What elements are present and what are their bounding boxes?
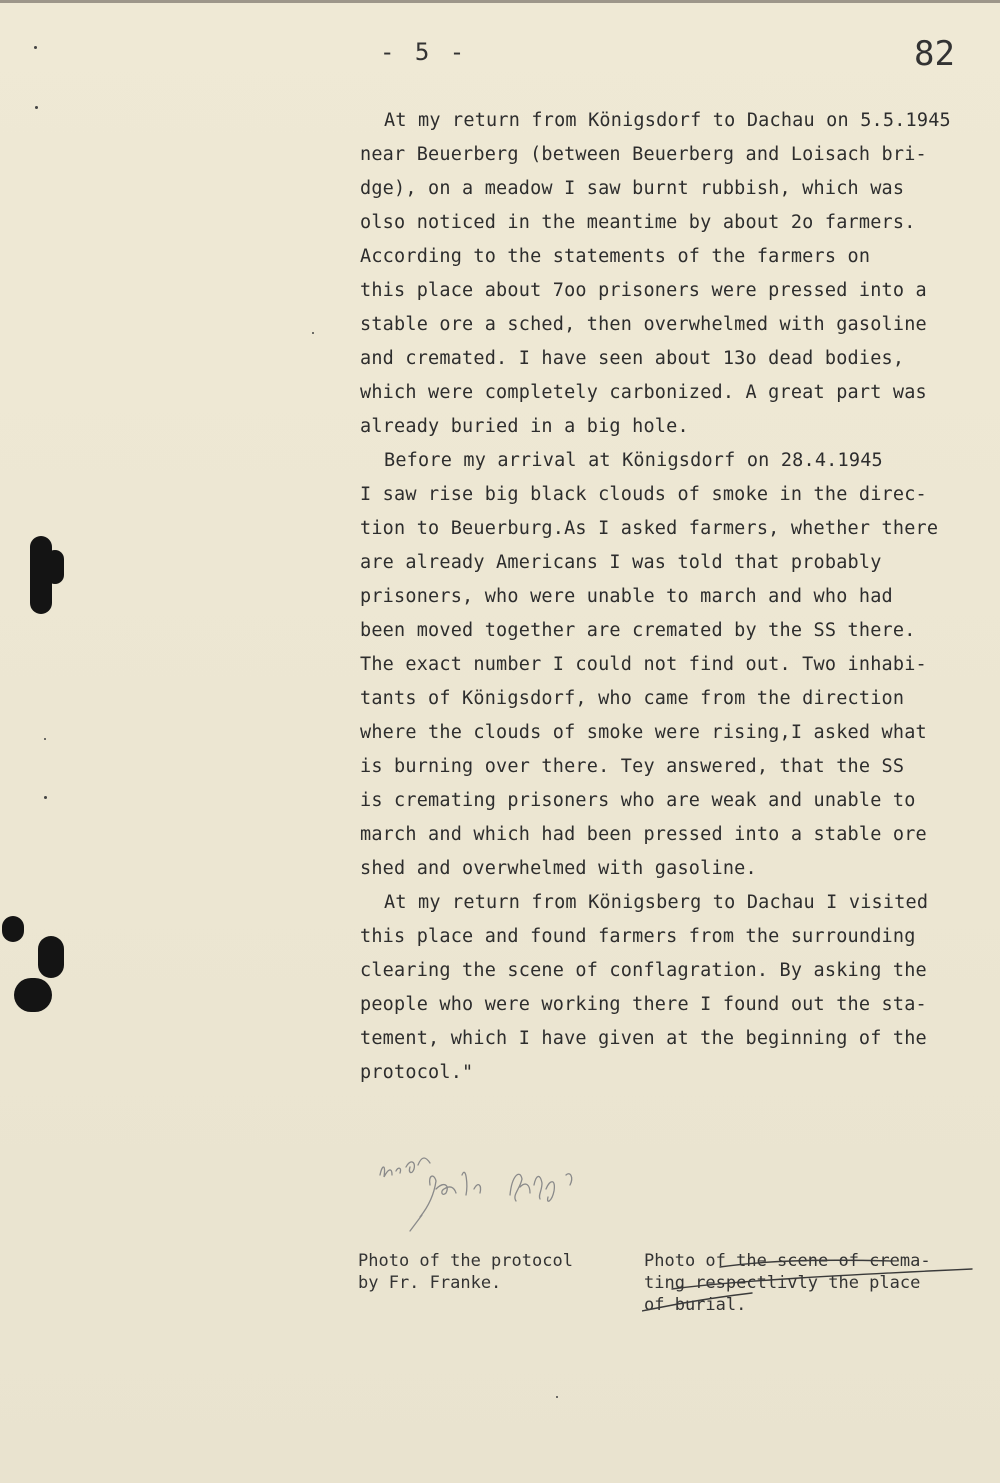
text-line: already buried in a big hole. xyxy=(360,416,689,437)
page-number: - 5 - xyxy=(380,38,468,66)
text-line: prisoners, who were unable to march and who had xyxy=(360,586,893,607)
text-line: At my return from Königsdorf to Dachau on 5.5.1945 xyxy=(384,110,951,131)
text-line: and cremated. I have seen about 13o dead bodies, xyxy=(360,348,905,369)
text-line: clearing the scene of conflagration. By asking the xyxy=(360,960,927,981)
text-line: According to the statements of the farmers on xyxy=(360,246,871,267)
text-line: shed and overwhelmed with gasoline. xyxy=(360,858,757,879)
text-line: this place and found farmers from the surrounding xyxy=(360,926,916,947)
text-line: where the clouds of smoke were rising,I asked what xyxy=(360,722,927,743)
caption-line: Photo of the protocol xyxy=(358,1251,573,1271)
handwritten-signature xyxy=(370,1145,600,1235)
text-line: The exact number I could not find out. Two inhabi- xyxy=(360,654,927,675)
text-line: olso noticed in the meantime by about 2o farmers. xyxy=(360,212,916,233)
text-line: At my return from Königsberg to Dachau I visited xyxy=(384,892,929,913)
binder-hole-mark-dot xyxy=(2,916,24,942)
text-line: protocol." xyxy=(360,1062,474,1083)
text-line: tants of Königsdorf, who came from the direction xyxy=(360,688,905,709)
margin-speck xyxy=(44,796,47,799)
text-line: march and which had been pressed into a stable ore xyxy=(360,824,927,845)
caption-line: of burial. xyxy=(644,1295,747,1315)
binder-hole-mark-middle xyxy=(38,936,64,978)
handwritten-strikethrough xyxy=(642,1255,982,1315)
binder-hole-mark-upper-nub xyxy=(46,550,64,584)
text-line: are already Americans I was told that probably xyxy=(360,552,882,573)
text-line: dge), on a meadow I saw burnt rubbish, which was xyxy=(360,178,905,199)
text-line: tement, which I have given at the beginning of the xyxy=(360,1028,927,1049)
binder-hole-mark-lower xyxy=(14,978,52,1012)
body-text xyxy=(360,104,1000,1090)
margin-speck xyxy=(312,332,314,334)
text-line: I saw rise big black clouds of smoke in the direc- xyxy=(360,484,927,505)
text-line: been moved together are cremated by the SS there. xyxy=(360,620,916,641)
text-line: is burning over there. Tey answered, that the SS xyxy=(360,756,905,777)
caption-line: Photo of the scene of crema- xyxy=(644,1251,931,1271)
caption-protocol-photo xyxy=(358,1250,573,1294)
text-line: people who were working there I found out the sta- xyxy=(360,994,927,1015)
text-line: tion to Beuerburg.As I asked farmers, whether there xyxy=(360,518,939,539)
text-line: stable ore a sched, then overwhelmed with gasoline xyxy=(360,314,927,335)
bottom-speck xyxy=(556,1396,558,1398)
caption-line: by Fr. Franke. xyxy=(358,1273,502,1293)
top-edge-rule xyxy=(0,0,1000,3)
folio-number: 82 xyxy=(914,34,955,74)
margin-speck xyxy=(34,46,37,49)
text-line: is cremating prisoners who are weak and unable to xyxy=(360,790,916,811)
text-line: Before my arrival at Königsdorf on 28.4.1945 xyxy=(384,450,883,471)
text-line: near Beuerberg (between Beuerberg and Loisach bri- xyxy=(360,144,927,165)
text-line: this place about 7oo prisoners were pressed into a xyxy=(360,280,927,301)
text-line: which were completely carbonized. A great part was xyxy=(360,382,927,403)
margin-speck xyxy=(44,738,46,740)
margin-speck xyxy=(35,106,38,109)
caption-line: ting respectlivly the place xyxy=(644,1273,921,1293)
